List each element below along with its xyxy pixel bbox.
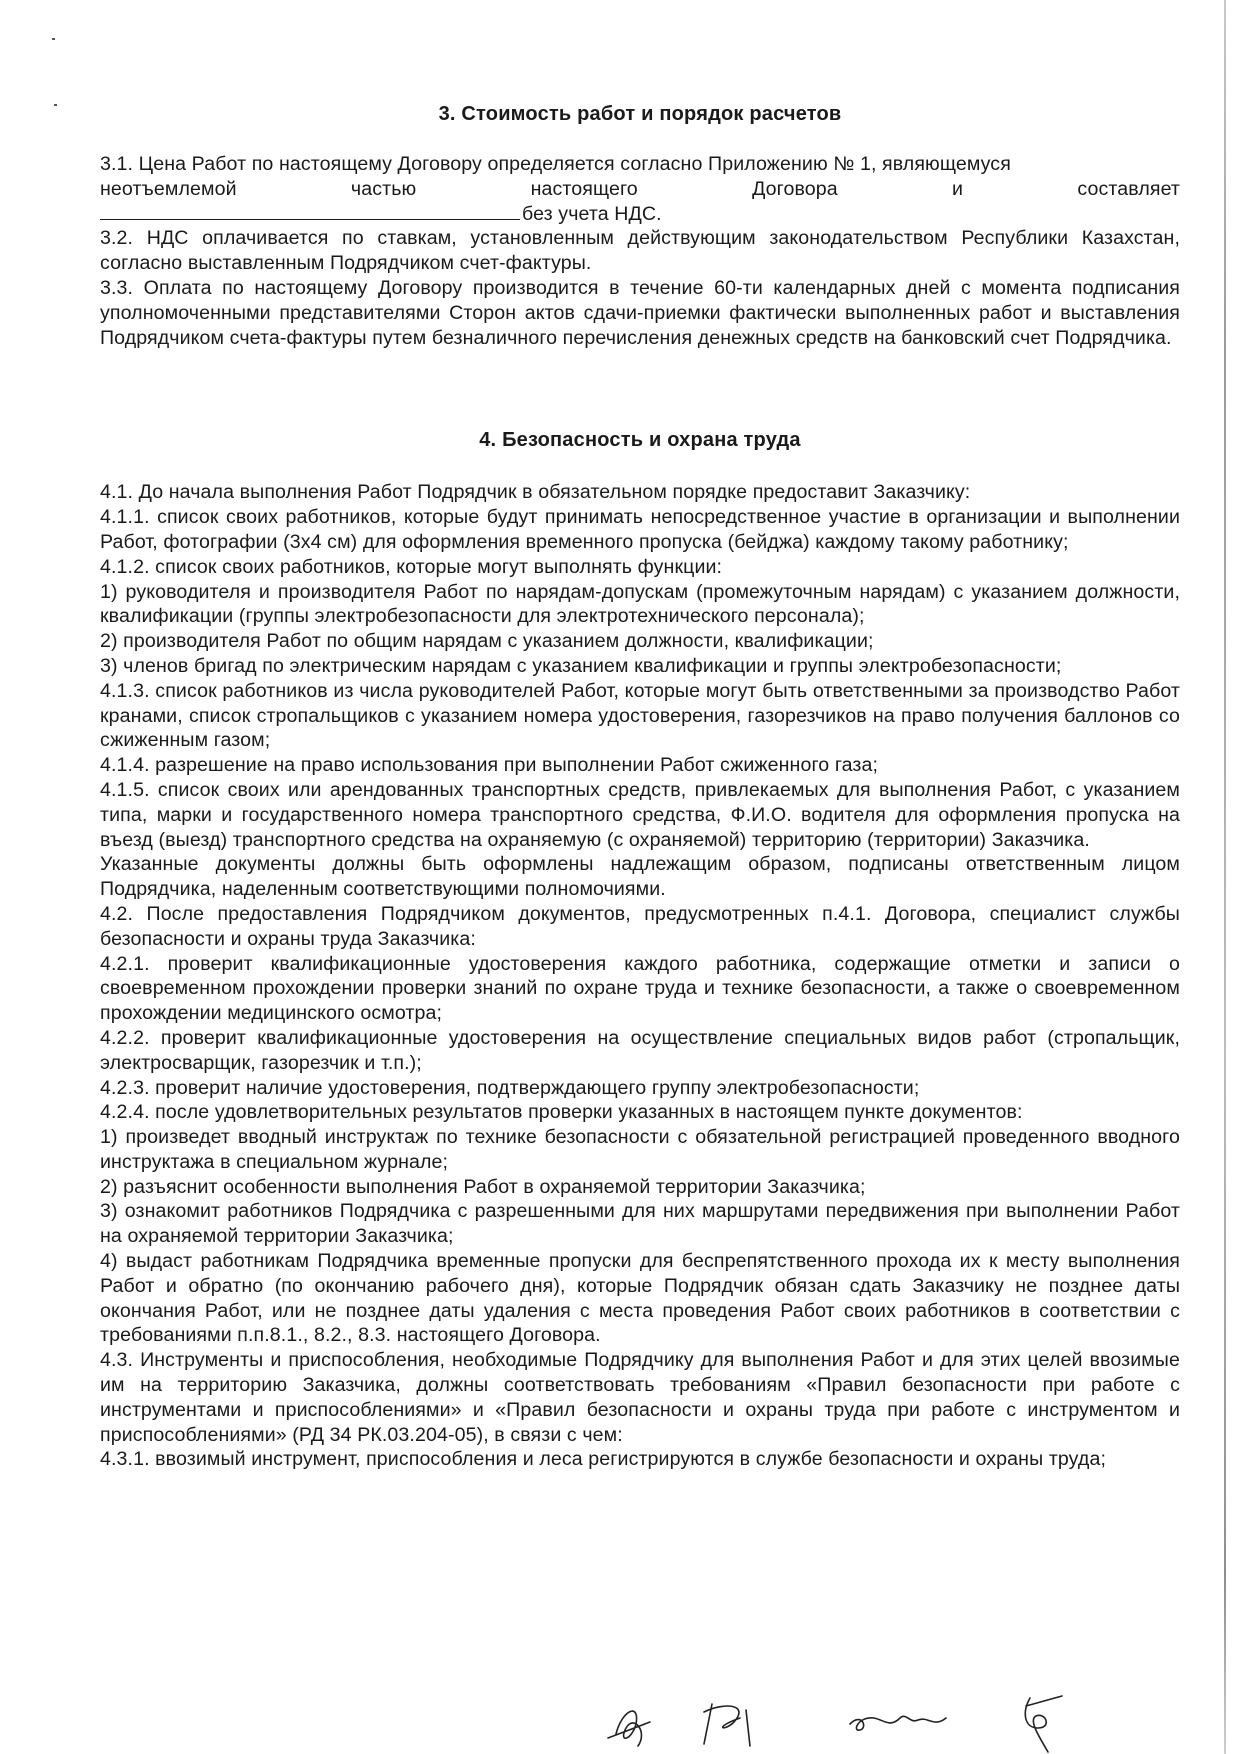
paragraph: 4.1. До начала выполнения Работ Подрядчик в обязательном порядке предоставит Заказчику: <box>100 481 971 504</box>
signature-2 <box>704 1704 750 1746</box>
paragraph: Указанные документы должны быть оформлены надлежащим образом, подписаны ответственным лицом Подрядчика, наделенным соответствующими полномочиями. <box>100 853 1180 901</box>
section-3-heading: 3. Стоимость работ и порядок расчетов <box>438 103 842 125</box>
paragraph-3-1-line-2-text: неотъемлемой частью настоящего Договора и составляет <box>100 177 1180 200</box>
paragraph: 4.1.2. список своих работников, которые могут выполнять функции: <box>100 555 723 578</box>
paragraph: 4.2.3. проверит наличие удостоверения, подтверждающего группу электробезопасности; <box>100 1076 920 1099</box>
paragraph: 4.2.4. после удовлетворительных результатов проверки указанных в настоящем пункте документов: <box>100 1101 1023 1124</box>
paragraph: 1) руководителя и производителя Работ по нарядам-допускам (промежуточным нарядам) с указанием должности, квалификации (группы электробезопасности для электротехнического персонала); <box>100 580 1180 628</box>
price-blank-field <box>100 205 520 220</box>
section-4-body <box>100 480 1180 1472</box>
paragraph-3-2: 3.2. НДС оплачивается по ставкам, установленным действующим законодательством Республики Казахстан, согласно выставленным Подрядчиком счет-фактуры. <box>100 227 1180 275</box>
paragraph: 4.1.4. разрешение на право использования при выполнении Работ сжиженного газа; <box>100 754 879 777</box>
signature-3 <box>850 1716 946 1730</box>
document-page <box>100 92 1180 1472</box>
paragraph: 3) членов бригад по электрическим нарядам с указанием квалификации и группы электробезопасности; <box>100 654 1062 677</box>
paragraph-3-1-line-2 <box>100 177 1180 202</box>
scan-speck <box>54 104 57 106</box>
paragraph: 4) выдаст работникам Подрядчика временные пропуски для беспрепятственного прохода их к месту выполнения Работ и обратно (по окончанию рабочего дня), которые Подрядчик обязан сдать Заказчику не позднее даты окончания Работ, или не позднее даты удаления с места проведения Работ своих работников в соответствии с требованиями п.п.8.1., 8.2., 8.3. настоящего Договора. <box>100 1250 1180 1347</box>
scan-speck <box>52 38 55 40</box>
paragraph-3-3: 3.3. Оплата по настоящему Договору производится в течение 60-ти календарных дней с момента подписания уполномоченными представителями Сторон актов сдачи-приемки фактически выполненных работ и выставления Подрядчиком счета-фактуры путем безналичного перечисления денежных средств на банковский счет Подрядчика. <box>100 276 1180 349</box>
vat-note: без учета НДС. <box>522 202 662 225</box>
signature-4 <box>1025 1696 1062 1752</box>
paragraph: 4.3. Инструменты и приспособления, необходимые Подрядчику для выполнения Работ и для этих целей ввозимые им на территорию Заказчика, должны соответствовать требованиям «Правил безопасности при работе с инструментами и приспособлениями» и «Правил безопасности и охраны труда при работе с инструментом и приспособлениями» (РД 34 РК.03.204-05), в связи с чем: <box>100 1349 1180 1446</box>
section-4-heading: 4. Безопасность и охрана труда <box>479 429 801 452</box>
signature-1 <box>608 1711 650 1746</box>
paragraph: 4.2.1. проверит квалификационные удостоверения каждого работника, содержащие отметки и записи о своевременном прохождении проверки знаний по охране труда и технике безопасности, а также о своевременном прохождении медицинского осмотра; <box>100 952 1180 1025</box>
paragraph: 4.2.2. проверит квалификационные удостоверения на осуществление специальных видов работ (стропальщик, электросварщик, газорезчик и т.п.); <box>100 1026 1180 1074</box>
paragraph: 1) произведет вводный инструктаж по технике безопасности с обязательной регистрацией проведенного вводного инструктажа в специальном журнале; <box>100 1126 1180 1173</box>
paragraph: 4.1.1. список своих работников, которые будут принимать непосредственное участие в организации и выполнении Работ, фотографии (3х4 см) для оформления временного пропуска (бейджа) каждому такому работнику; <box>100 506 1180 553</box>
paragraph: 2) производителя Работ по общим нарядам с указанием должности, квалификации; <box>100 630 874 653</box>
scan-edge-shadow <box>1224 0 1226 1754</box>
paragraph: 2) разъяснит особенности выполнения Работ в охраняемой территории Заказчика; <box>100 1175 866 1198</box>
signatures <box>600 1688 1120 1754</box>
paragraph: 3) ознакомит работников Подрядчика с разрешенными для них маршрутами передвижения при выполнении Работ на охраняемой территории Заказчика; <box>100 1200 1180 1248</box>
paragraph-3-1-line-1: 3.1. Цена Работ по настоящему Договору определяется согласно Приложению № 1, являющемуся <box>100 153 1011 175</box>
paragraph: 4.1.5. список своих или арендованных транспортных средств, привлекаемых для выполнения Работ, с указанием типа, марки и государственного номера транспортного средства, Ф.И.О. водителя для оформления пропуска на въезд (выезд) транспортного средства на охраняемую (с охраняемой) территорию (территории) Заказчика. <box>100 778 1180 851</box>
paragraph: 4.1.3. список работников из числа руководителей Работ, которые могут быть ответственными за производство Работ кранами, список стропальщиков с указанием номера удостоверения, газорезчиков на право получения баллонов со сжиженным газом; <box>100 679 1180 752</box>
paragraph: 4.3.1. ввозимый инструмент, приспособления и леса регистрируются в службе безопасности и охраны труда; <box>100 1448 1106 1471</box>
paragraph-3-1-line-3 <box>100 202 1180 227</box>
paragraph: 4.2. После предоставления Подрядчиком документов, предусмотренных п.4.1. Договора, специалист службы безопасности и охраны труда Заказчика: <box>100 902 1180 950</box>
